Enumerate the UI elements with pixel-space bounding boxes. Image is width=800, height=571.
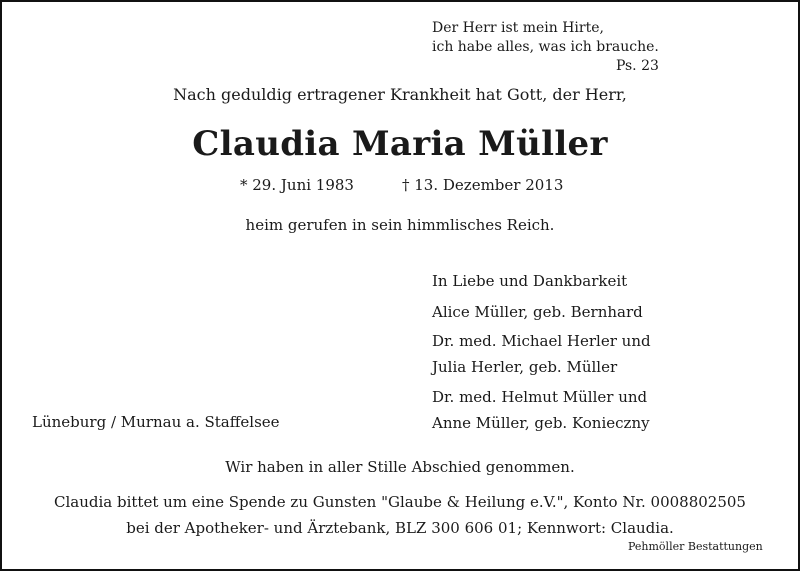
mourners-heading: In Liebe und Dankbarkeit: [432, 272, 628, 290]
place-text: Lüneburg / Murnau a. Staffelsee: [32, 413, 280, 431]
mourner-line: Julia Herler, geb. Müller: [432, 358, 618, 376]
mourner-line: Anne Müller, geb. Konieczny: [432, 414, 650, 432]
mourner-line: Alice Müller, geb. Bernhard: [432, 303, 643, 321]
undertaker-credit: Pehmöller Bestattungen: [628, 540, 763, 553]
psalm-line-1: Der Herr ist mein Hirte,: [432, 20, 604, 36]
psalm-line-2: ich habe alles, was ich brauche.: [432, 39, 659, 55]
mourner-line: Dr. med. Michael Herler und: [432, 332, 651, 350]
death-date: † 13. Dezember 2013: [402, 176, 564, 194]
intro-text: Nach geduldig ertragener Krankheit hat Gott, der Herr,: [173, 85, 627, 104]
psalm-quote: [432, 19, 659, 76]
donation-line-2: bei der Apotheker- und Ärztebank, BLZ 300 606 01; Kennwort: Claudia.: [126, 519, 674, 537]
birth-date: * 29. Juni 1983: [240, 176, 354, 194]
called-home-text: heim gerufen in sein himmlisches Reich.: [245, 216, 555, 234]
donation-request: [0, 489, 800, 541]
mourner-line: Dr. med. Helmut Müller und: [432, 388, 648, 406]
psalm-reference: Ps. 23: [615, 58, 659, 74]
farewell-text: Wir haben in aller Stille Abschied genommen.: [225, 458, 575, 476]
deceased-name: Claudia Maria Müller: [192, 124, 608, 164]
donation-line-1: Claudia bittet um eine Spende zu Gunsten "Glaube & Heilung e.V.", Konto Nr. 0008802505: [54, 493, 746, 511]
